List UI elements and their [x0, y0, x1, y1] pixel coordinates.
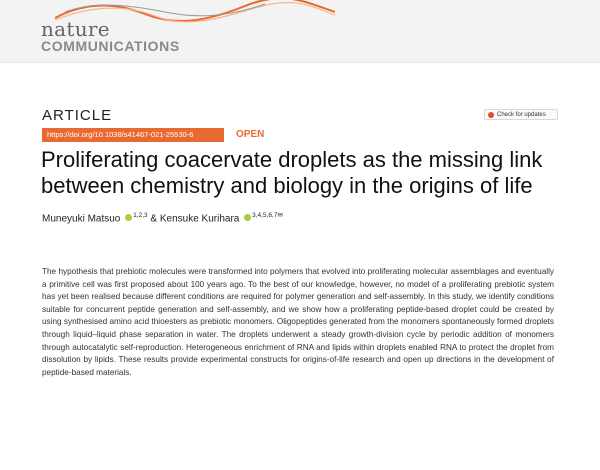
article-type-label: ARTICLE: [42, 107, 113, 124]
author-separator: &: [150, 213, 158, 225]
journal-header: [0, 0, 600, 63]
journal-logo-nature: nature: [41, 17, 110, 41]
author-name[interactable]: Muneyuki Matsuo: [42, 213, 121, 225]
author-list: [42, 211, 283, 224]
journal-logo-communications: COMMUNICATIONS: [41, 38, 180, 54]
author-affiliations: 1,2,3: [133, 212, 148, 219]
check-for-updates-label: Check for updates: [497, 111, 546, 118]
doi-link[interactable]: https://doi.org/10.1038/s41467-021-25530-6: [42, 128, 224, 142]
abstract-text: The hypothesis that prebiotic molecules were transformed into polymers that evolved into proliferating molecular assemblages and eventually a primitive cell was first proposed about 100 years ago. To the best of our knowledge, however, no model of a proliferating prebiotic system has yet been realised because different conditions are required for polymer generation and self-assembly. In this study, we identify conditions suitable for concurrent peptide generation and self-assembly, and we show how a proliferating peptide-based droplet could be created by using synthesised amino acid thioesters as prebiotic monomers. Oligopeptides generated from the monomers spontaneously formed droplets through liquid–liquid phase separation in water. The droplets underwent a steady growth-division cycle by periodic addition of monomers through autocatalytic self-reproduction. Heterogeneous enrichment of RNA and lipids within droplets enabled RNA to protect the droplet from dissolution by lipids. These results provide experimental constructs for origins-of-life research and open up directions in the development of peptide-based materials.: [42, 267, 554, 377]
author-name[interactable]: Kensuke Kurihara: [159, 213, 240, 225]
author-affiliations: 3,4,5,6,7✉: [252, 212, 283, 219]
article-title: Proliferating coacervate droplets as the missing link between chemistry and biology in the origins of life: [41, 147, 543, 198]
orcid-icon[interactable]: [244, 214, 251, 221]
update-badge-icon: [488, 112, 494, 118]
check-for-updates-button[interactable]: [484, 109, 558, 120]
open-access-label: OPEN: [236, 129, 265, 140]
orcid-icon[interactable]: [125, 214, 132, 221]
